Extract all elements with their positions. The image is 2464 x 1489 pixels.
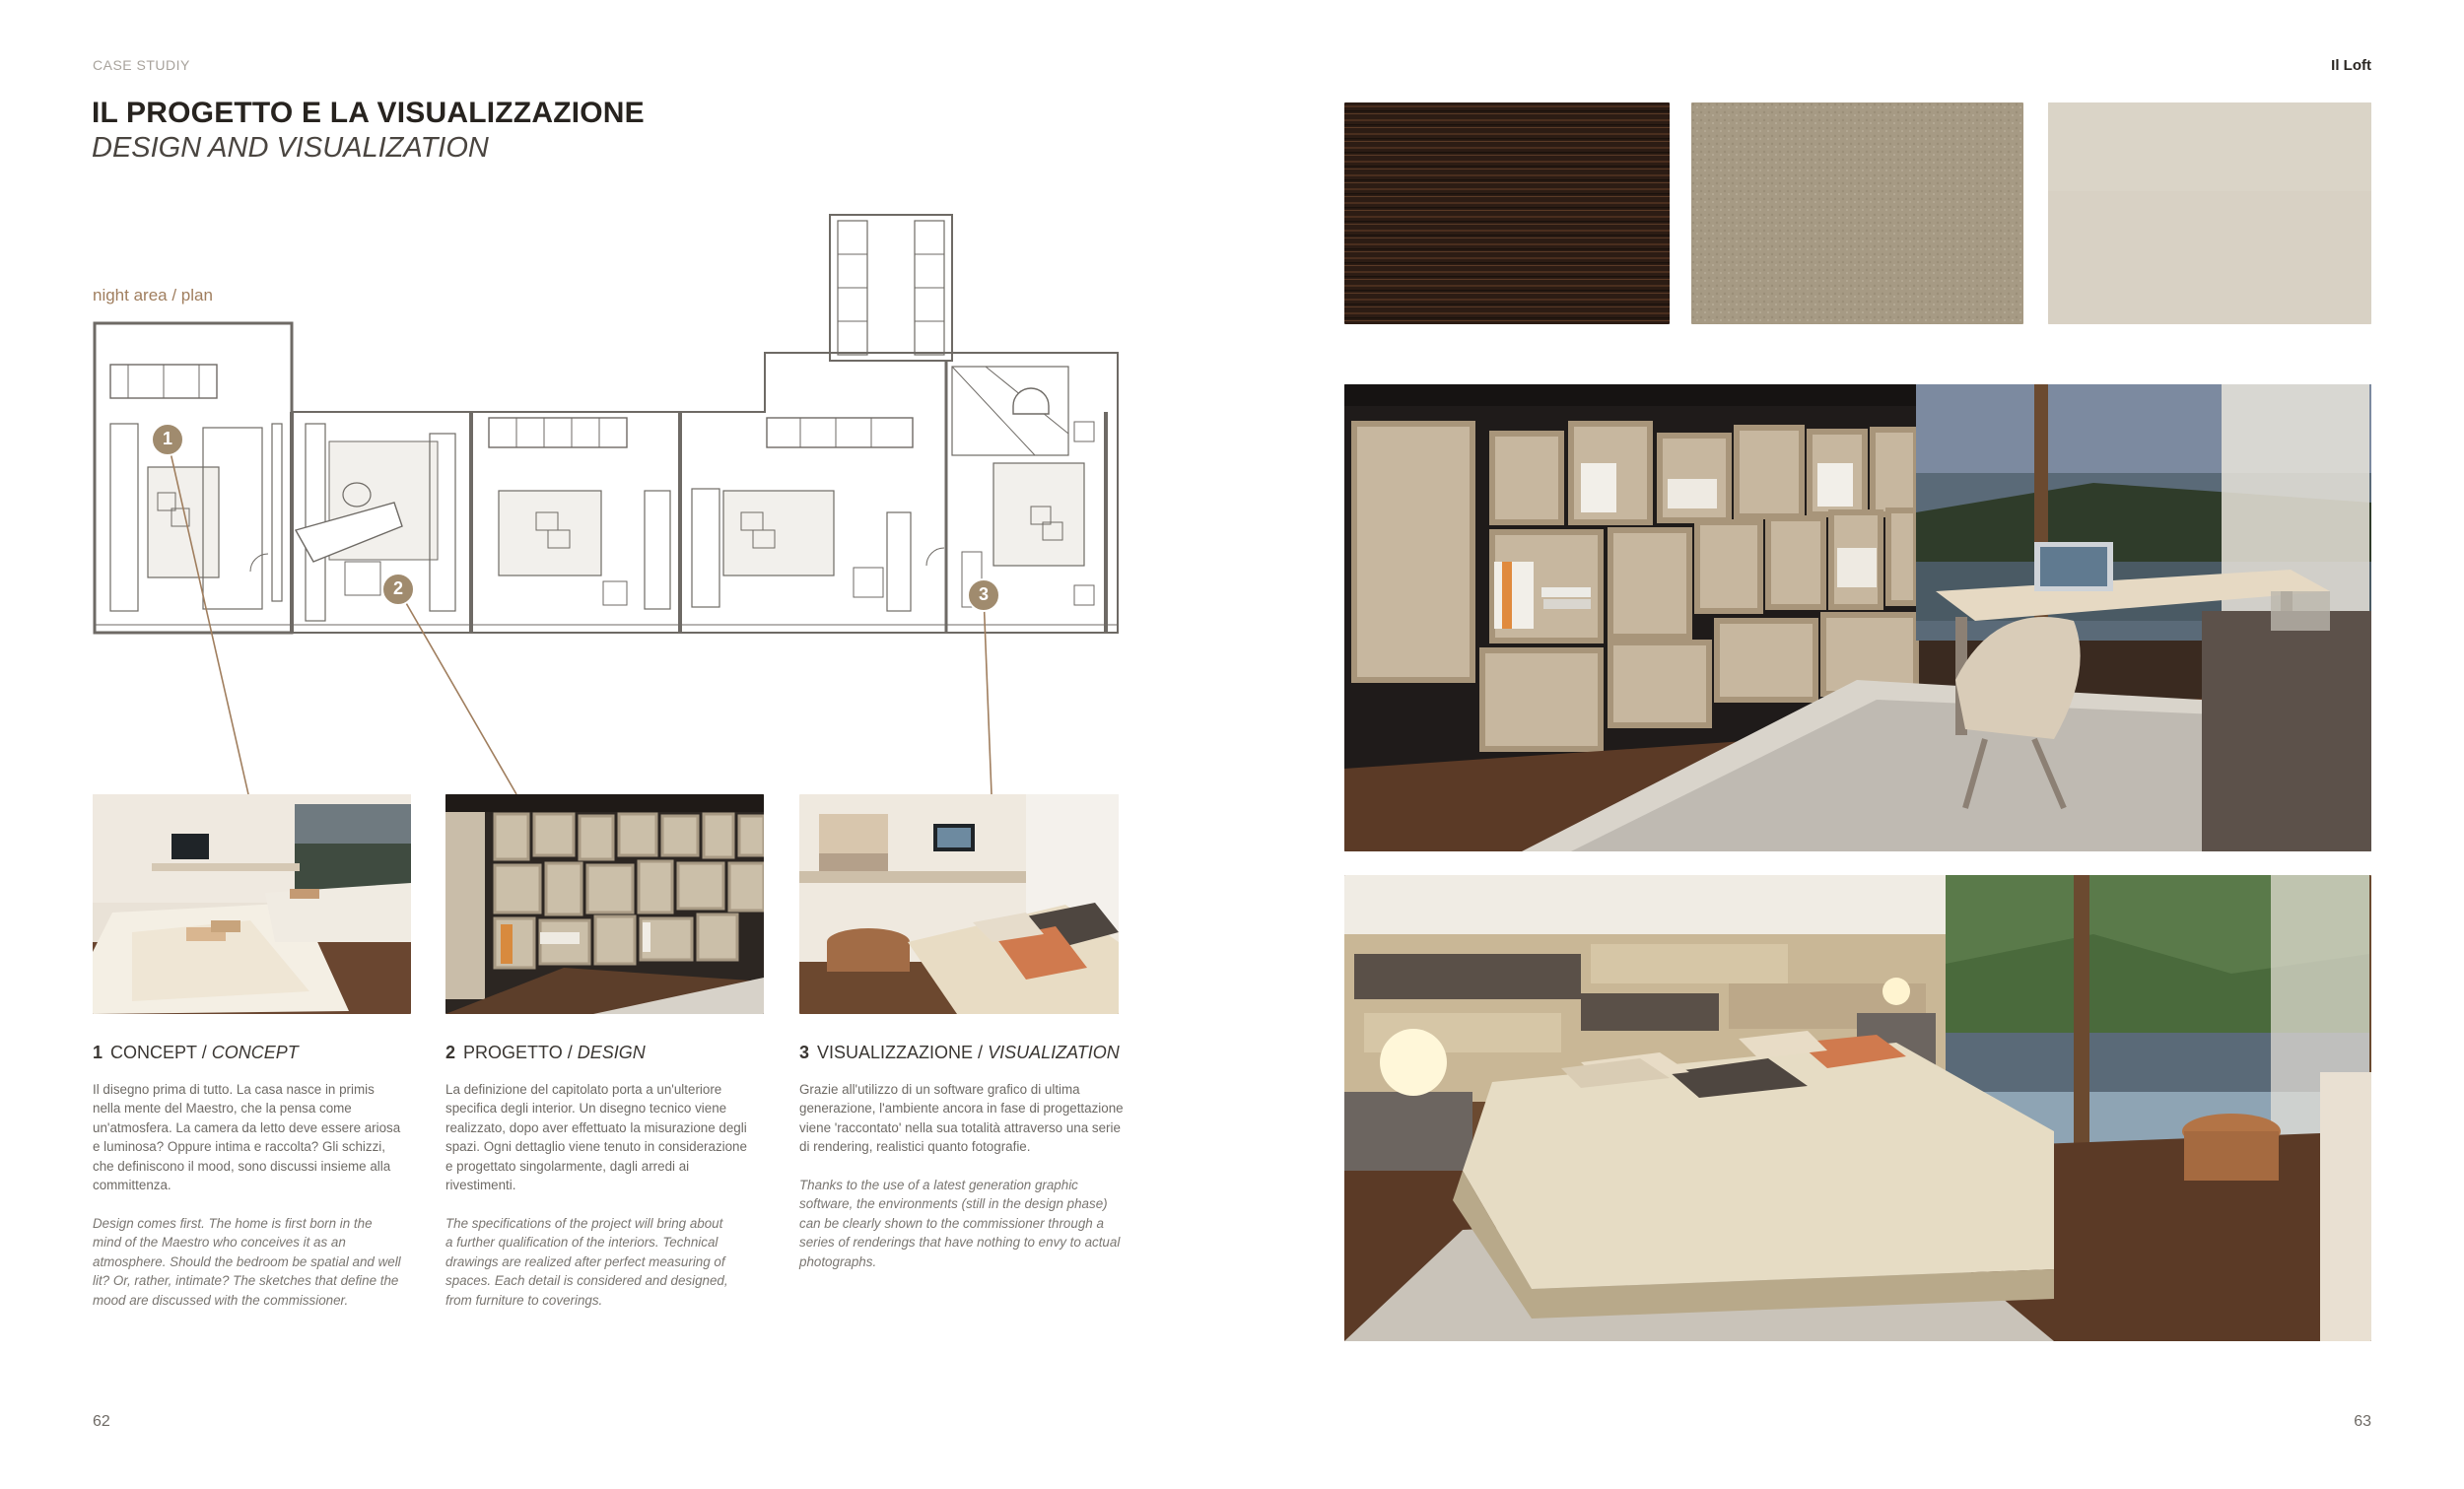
swatch-cream-leather <box>2048 102 2371 324</box>
step-3-label-it: VISUALIZZAZIONE / <box>817 1043 984 1062</box>
plan-marker-2: 2 <box>392 578 403 598</box>
chapter-title: Il Loft <box>2331 57 2371 74</box>
bedroom-render-large <box>1344 875 2371 1341</box>
step-1-text-en: Design comes first. The home is first born in the mind of the Maestro who conceives it as an atmosphere. Should the bedroom be spatial and well lit? Or, rather, intimate? The sketches that define the mood are discussed with the commissioner. <box>93 1216 401 1308</box>
step-3-number: 3 <box>799 1043 810 1062</box>
visualization-render-thumbnail <box>799 794 1119 1014</box>
floor-plan <box>89 207 1133 798</box>
swatch-taupe-fabric <box>1691 102 2023 324</box>
step-1-label-en: CONCEPT <box>211 1043 299 1062</box>
concept-render-thumbnail <box>93 794 411 1014</box>
step-2-label-en: DESIGN <box>577 1043 646 1062</box>
plan-marker-1: 1 <box>162 429 172 448</box>
swatch-dark-wood <box>1344 102 1670 324</box>
plan-label: night area / plan <box>93 286 213 305</box>
step-2-text-en: The specifications of the project will bring about a further qualification of the interiors. Technical drawings are realized after perfect measuring of spaces. Each detail is considered and designed, from furniture to coverings. <box>445 1216 728 1308</box>
section-kicker: CASE STUDIY <box>93 57 190 73</box>
step-2-heading <box>445 1043 646 1063</box>
step-1-heading <box>93 1043 299 1063</box>
study-render-large <box>1344 384 2371 851</box>
step-3-text-it: Grazie all'utilizzo di un software grafico di ultima generazione, l'ambiente ancora in fase di progettazione viene 'raccontato' nella sua totalità attraverso una serie di rendering, realistici quanto fotografie. <box>799 1082 1124 1155</box>
step-2-text-it: La definizione del capitolato porta a un'ulteriore specifica degli interior. Un disegno tecnico viene realizzato, dopo aver effettuato la misurazione degli spazi. Ogni dettaglio viene tenuto in considerazione e progettato singolarmente, dagli arredi ai rivestimenti. <box>445 1082 747 1193</box>
step-2-number: 2 <box>445 1043 456 1062</box>
step-3-label-en: VISUALIZATION <box>988 1043 1120 1062</box>
step-3-text-en: Thanks to the use of a latest generation graphic software, the environments (still in the design phase) can be clearly shown to the commissioner through a series of renderings that have nothing to envy to actual photographs. <box>799 1178 1121 1269</box>
step-3-heading <box>799 1043 1120 1063</box>
page-number-right: 63 <box>2354 1413 2371 1430</box>
page-number-left: 62 <box>93 1413 110 1430</box>
step-1-number: 1 <box>93 1043 103 1062</box>
step-1-label-it: CONCEPT / <box>110 1043 207 1062</box>
step-2-label-it: PROGETTO / <box>463 1043 573 1062</box>
page-title: IL PROGETTO E LA VISUALIZZAZIONE <box>92 97 645 129</box>
page-subtitle: DESIGN AND VISUALIZATION <box>92 132 489 164</box>
plan-marker-3: 3 <box>978 584 989 604</box>
step-1-text-it: Il disegno prima di tutto. La casa nasce in primis nella mente del Maestro, che la pensa come un'atmosfera. La camera da letto deve essere ariosa e luminosa? Oppure intima e raccolta? Gli schizzi, che definiscono il mood, sono discussi insieme alla committenza. <box>93 1082 401 1193</box>
design-render-thumbnail <box>445 794 764 1014</box>
